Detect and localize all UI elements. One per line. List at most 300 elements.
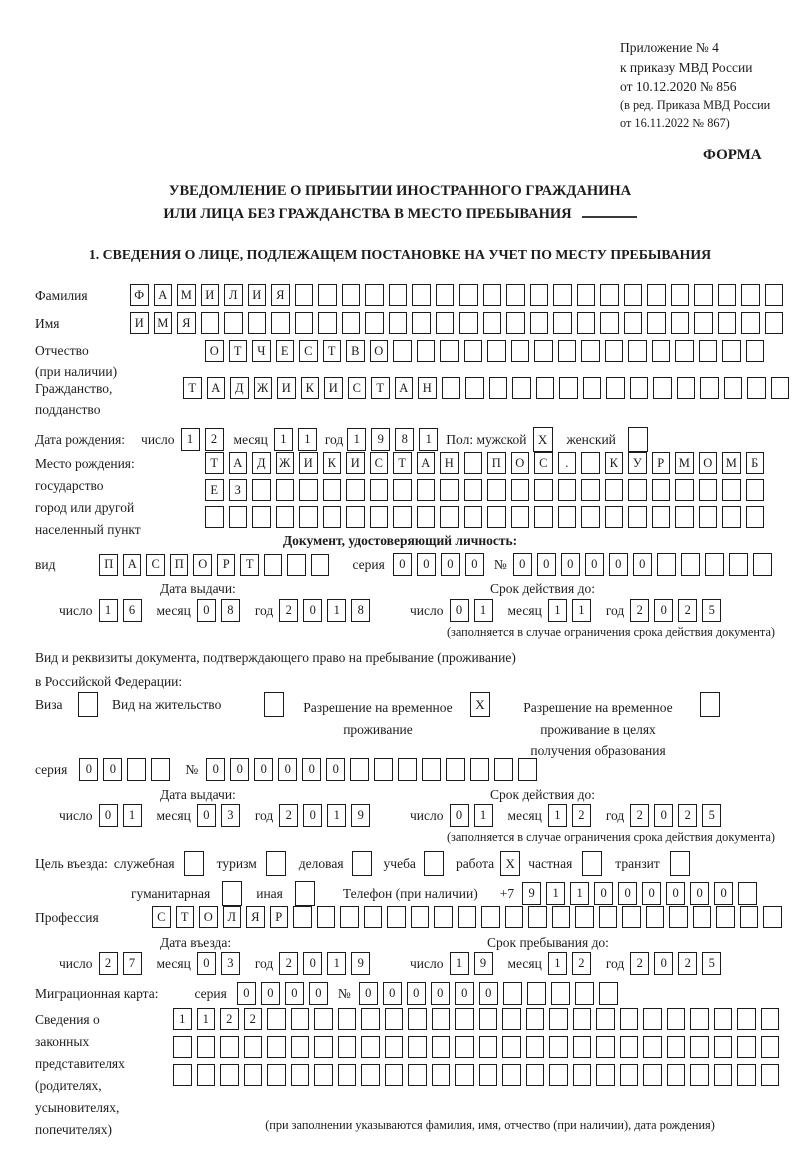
- purpose-study-checkbox[interactable]: [424, 851, 444, 876]
- char-box[interactable]: 0: [359, 982, 378, 1005]
- char-box[interactable]: [374, 758, 393, 781]
- char-box[interactable]: 1: [298, 428, 317, 451]
- char-box[interactable]: Р: [270, 906, 289, 928]
- char-box[interactable]: Р: [217, 554, 236, 576]
- char-box[interactable]: [291, 1008, 310, 1030]
- char-box[interactable]: [530, 284, 549, 306]
- char-box[interactable]: [600, 284, 619, 306]
- char-box[interactable]: [267, 1064, 286, 1086]
- char-box[interactable]: [338, 1064, 357, 1086]
- char-box[interactable]: [761, 1008, 780, 1030]
- char-box[interactable]: Л: [224, 284, 243, 306]
- char-box[interactable]: 0: [417, 553, 436, 576]
- char-box[interactable]: .: [558, 452, 577, 474]
- char-box[interactable]: [350, 758, 369, 781]
- char-box[interactable]: [502, 1064, 521, 1086]
- char-box[interactable]: 0: [303, 599, 322, 622]
- purpose-official-checkbox[interactable]: [184, 851, 204, 876]
- char-box[interactable]: [417, 479, 436, 501]
- char-box[interactable]: [127, 758, 146, 781]
- purpose-other-checkbox[interactable]: [295, 881, 315, 906]
- char-box[interactable]: 0: [431, 982, 450, 1005]
- char-box[interactable]: 1: [474, 804, 493, 827]
- char-box[interactable]: [605, 479, 624, 501]
- char-box[interactable]: К: [605, 452, 624, 474]
- char-box[interactable]: [229, 506, 248, 528]
- char-box[interactable]: [628, 506, 647, 528]
- char-box[interactable]: 0: [714, 882, 733, 905]
- char-box[interactable]: 2: [244, 1008, 263, 1030]
- char-box[interactable]: [385, 1064, 404, 1086]
- char-box[interactable]: [737, 1036, 756, 1058]
- char-box[interactable]: Л: [223, 906, 242, 928]
- char-box[interactable]: Я: [177, 312, 196, 334]
- char-box[interactable]: [765, 284, 784, 306]
- char-box[interactable]: 1: [450, 952, 469, 975]
- char-box[interactable]: А: [207, 377, 226, 399]
- char-box[interactable]: [700, 377, 719, 399]
- char-box[interactable]: [432, 1064, 451, 1086]
- char-box[interactable]: 9: [351, 952, 370, 975]
- char-box[interactable]: [417, 506, 436, 528]
- char-box[interactable]: 1: [181, 428, 200, 451]
- char-box[interactable]: [479, 1008, 498, 1030]
- char-box[interactable]: [361, 1064, 380, 1086]
- char-box[interactable]: [173, 1036, 192, 1058]
- char-box[interactable]: 2: [205, 428, 224, 451]
- char-box[interactable]: [527, 982, 546, 1005]
- char-box[interactable]: [361, 1036, 380, 1058]
- char-box[interactable]: [465, 377, 484, 399]
- char-box[interactable]: [581, 479, 600, 501]
- char-box[interactable]: [173, 1064, 192, 1086]
- char-box[interactable]: [464, 479, 483, 501]
- char-box[interactable]: [365, 312, 384, 334]
- char-box[interactable]: [458, 906, 477, 928]
- char-box[interactable]: [746, 340, 765, 362]
- char-box[interactable]: [311, 554, 330, 576]
- char-box[interactable]: [699, 506, 718, 528]
- char-box[interactable]: [220, 1064, 239, 1086]
- char-box[interactable]: [483, 284, 502, 306]
- char-box[interactable]: 9: [522, 882, 541, 905]
- char-box[interactable]: 1: [274, 428, 293, 451]
- char-box[interactable]: 0: [654, 599, 673, 622]
- char-box[interactable]: 1: [327, 952, 346, 975]
- char-box[interactable]: [699, 340, 718, 362]
- char-box[interactable]: [291, 1064, 310, 1086]
- char-box[interactable]: [455, 1036, 474, 1058]
- char-box[interactable]: 2: [678, 952, 697, 975]
- char-box[interactable]: А: [417, 452, 436, 474]
- char-box[interactable]: 0: [450, 804, 469, 827]
- char-box[interactable]: [151, 758, 170, 781]
- char-box[interactable]: [761, 1036, 780, 1058]
- char-box[interactable]: [487, 506, 506, 528]
- char-box[interactable]: 1: [474, 599, 493, 622]
- char-box[interactable]: 2: [678, 804, 697, 827]
- char-box[interactable]: Ч: [252, 340, 271, 362]
- char-box[interactable]: [741, 312, 760, 334]
- char-box[interactable]: [323, 506, 342, 528]
- char-box[interactable]: Ж: [276, 452, 295, 474]
- char-box[interactable]: [224, 312, 243, 334]
- char-box[interactable]: 0: [206, 758, 225, 781]
- char-box[interactable]: [694, 312, 713, 334]
- char-box[interactable]: [552, 906, 571, 928]
- char-box[interactable]: 8: [351, 599, 370, 622]
- char-box[interactable]: [434, 906, 453, 928]
- char-box[interactable]: [622, 906, 641, 928]
- char-box[interactable]: [693, 906, 712, 928]
- char-box[interactable]: [690, 1008, 709, 1030]
- char-box[interactable]: 0: [690, 882, 709, 905]
- char-box[interactable]: [675, 340, 694, 362]
- char-box[interactable]: [714, 1036, 733, 1058]
- char-box[interactable]: 0: [237, 982, 256, 1005]
- char-box[interactable]: [440, 340, 459, 362]
- char-box[interactable]: [675, 506, 694, 528]
- char-box[interactable]: 0: [513, 553, 532, 576]
- char-box[interactable]: [753, 553, 772, 576]
- char-box[interactable]: [575, 982, 594, 1005]
- char-box[interactable]: 1: [197, 1008, 216, 1030]
- char-box[interactable]: [573, 1064, 592, 1086]
- char-box[interactable]: [393, 506, 412, 528]
- char-box[interactable]: Т: [183, 377, 202, 399]
- char-box[interactable]: [737, 1064, 756, 1086]
- char-box[interactable]: [671, 312, 690, 334]
- purpose-tourism-checkbox[interactable]: [266, 851, 286, 876]
- char-box[interactable]: [389, 312, 408, 334]
- char-box[interactable]: 2: [99, 952, 118, 975]
- char-box[interactable]: [479, 1036, 498, 1058]
- char-box[interactable]: А: [395, 377, 414, 399]
- char-box[interactable]: [338, 1008, 357, 1030]
- char-box[interactable]: [599, 906, 618, 928]
- char-box[interactable]: [652, 340, 671, 362]
- char-box[interactable]: [365, 284, 384, 306]
- char-box[interactable]: [518, 758, 537, 781]
- char-box[interactable]: [558, 479, 577, 501]
- char-box[interactable]: [699, 479, 718, 501]
- char-box[interactable]: [534, 479, 553, 501]
- char-box[interactable]: [553, 312, 572, 334]
- char-box[interactable]: Р: [652, 452, 671, 474]
- char-box[interactable]: [494, 758, 513, 781]
- char-box[interactable]: У: [628, 452, 647, 474]
- char-box[interactable]: [291, 1036, 310, 1058]
- char-box[interactable]: 0: [197, 804, 216, 827]
- char-box[interactable]: Т: [205, 452, 224, 474]
- char-box[interactable]: [464, 452, 483, 474]
- char-box[interactable]: 0: [79, 758, 98, 781]
- char-box[interactable]: 2: [220, 1008, 239, 1030]
- char-box[interactable]: 1: [347, 428, 366, 451]
- char-box[interactable]: [600, 312, 619, 334]
- char-box[interactable]: Т: [393, 452, 412, 474]
- char-box[interactable]: 1: [327, 804, 346, 827]
- char-box[interactable]: 2: [630, 952, 649, 975]
- char-box[interactable]: [276, 479, 295, 501]
- char-box[interactable]: Я: [246, 906, 265, 928]
- char-box[interactable]: [551, 982, 570, 1005]
- char-box[interactable]: [575, 906, 594, 928]
- char-box[interactable]: [512, 377, 531, 399]
- char-box[interactable]: 0: [103, 758, 122, 781]
- char-box[interactable]: [722, 340, 741, 362]
- char-box[interactable]: [459, 284, 478, 306]
- char-box[interactable]: С: [348, 377, 367, 399]
- char-box[interactable]: И: [299, 452, 318, 474]
- char-box[interactable]: П: [170, 554, 189, 576]
- edu-permit-checkbox[interactable]: [700, 692, 720, 717]
- char-box[interactable]: [318, 312, 337, 334]
- residence-permit-checkbox[interactable]: [264, 692, 284, 717]
- char-box[interactable]: [746, 479, 765, 501]
- char-box[interactable]: И: [346, 452, 365, 474]
- char-box[interactable]: М: [722, 452, 741, 474]
- char-box[interactable]: [487, 340, 506, 362]
- char-box[interactable]: 2: [279, 952, 298, 975]
- char-box[interactable]: 0: [654, 804, 673, 827]
- char-box[interactable]: [370, 479, 389, 501]
- char-box[interactable]: 9: [474, 952, 493, 975]
- char-box[interactable]: [487, 479, 506, 501]
- char-box[interactable]: [483, 312, 502, 334]
- char-box[interactable]: Н: [418, 377, 437, 399]
- char-box[interactable]: [446, 758, 465, 781]
- char-box[interactable]: [667, 1008, 686, 1030]
- char-box[interactable]: [422, 758, 441, 781]
- char-box[interactable]: [267, 1008, 286, 1030]
- char-box[interactable]: 9: [371, 428, 390, 451]
- char-box[interactable]: [295, 284, 314, 306]
- char-box[interactable]: 2: [630, 804, 649, 827]
- visa-checkbox[interactable]: [78, 692, 98, 717]
- char-box[interactable]: [436, 284, 455, 306]
- char-box[interactable]: 0: [99, 804, 118, 827]
- char-box[interactable]: [408, 1036, 427, 1058]
- char-box[interactable]: [317, 906, 336, 928]
- char-box[interactable]: 0: [537, 553, 556, 576]
- char-box[interactable]: [408, 1008, 427, 1030]
- char-box[interactable]: 5: [702, 599, 721, 622]
- char-box[interactable]: 2: [279, 804, 298, 827]
- char-box[interactable]: 0: [230, 758, 249, 781]
- char-box[interactable]: [573, 1008, 592, 1030]
- char-box[interactable]: [718, 312, 737, 334]
- char-box[interactable]: 1: [173, 1008, 192, 1030]
- char-box[interactable]: [596, 1036, 615, 1058]
- char-box[interactable]: [489, 377, 508, 399]
- char-box[interactable]: [389, 284, 408, 306]
- char-box[interactable]: [681, 553, 700, 576]
- char-box[interactable]: 0: [594, 882, 613, 905]
- char-box[interactable]: [442, 377, 461, 399]
- char-box[interactable]: 0: [254, 758, 273, 781]
- char-box[interactable]: А: [154, 284, 173, 306]
- char-box[interactable]: 8: [221, 599, 240, 622]
- char-box[interactable]: [197, 1064, 216, 1086]
- char-box[interactable]: [714, 1008, 733, 1030]
- char-box[interactable]: 2: [678, 599, 697, 622]
- char-box[interactable]: [667, 1036, 686, 1058]
- char-box[interactable]: Д: [252, 452, 271, 474]
- char-box[interactable]: 0: [309, 982, 328, 1005]
- char-box[interactable]: [220, 1036, 239, 1058]
- char-box[interactable]: [605, 506, 624, 528]
- char-box[interactable]: [675, 479, 694, 501]
- char-box[interactable]: [667, 1064, 686, 1086]
- char-box[interactable]: [201, 312, 220, 334]
- char-box[interactable]: М: [154, 312, 173, 334]
- purpose-transit-checkbox[interactable]: [670, 851, 690, 876]
- char-box[interactable]: [690, 1036, 709, 1058]
- char-box[interactable]: [481, 906, 500, 928]
- char-box[interactable]: И: [248, 284, 267, 306]
- char-box[interactable]: 1: [548, 952, 567, 975]
- char-box[interactable]: 1: [419, 428, 438, 451]
- char-box[interactable]: 0: [441, 553, 460, 576]
- char-box[interactable]: И: [277, 377, 296, 399]
- female-checkbox[interactable]: [628, 427, 648, 452]
- char-box[interactable]: [370, 506, 389, 528]
- char-box[interactable]: [440, 479, 459, 501]
- char-box[interactable]: А: [123, 554, 142, 576]
- char-box[interactable]: 1: [572, 599, 591, 622]
- char-box[interactable]: [385, 1036, 404, 1058]
- char-box[interactable]: [295, 312, 314, 334]
- char-box[interactable]: [244, 1064, 263, 1086]
- char-box[interactable]: [455, 1064, 474, 1086]
- char-box[interactable]: [314, 1008, 333, 1030]
- char-box[interactable]: [408, 1064, 427, 1086]
- char-box[interactable]: [724, 377, 743, 399]
- char-box[interactable]: [342, 284, 361, 306]
- char-box[interactable]: [630, 377, 649, 399]
- char-box[interactable]: [705, 553, 724, 576]
- char-box[interactable]: [549, 1036, 568, 1058]
- char-box[interactable]: [412, 312, 431, 334]
- char-box[interactable]: [722, 479, 741, 501]
- char-box[interactable]: [361, 1008, 380, 1030]
- char-box[interactable]: [432, 1036, 451, 1058]
- char-box[interactable]: [694, 284, 713, 306]
- char-box[interactable]: 0: [197, 952, 216, 975]
- char-box[interactable]: 1: [570, 882, 589, 905]
- char-box[interactable]: Ф: [130, 284, 149, 306]
- char-box[interactable]: [385, 1008, 404, 1030]
- char-box[interactable]: 1: [327, 599, 346, 622]
- char-box[interactable]: 0: [618, 882, 637, 905]
- char-box[interactable]: 0: [197, 599, 216, 622]
- char-box[interactable]: [346, 506, 365, 528]
- char-box[interactable]: 0: [654, 952, 673, 975]
- char-box[interactable]: 5: [702, 952, 721, 975]
- char-box[interactable]: [596, 1008, 615, 1030]
- char-box[interactable]: [470, 758, 489, 781]
- char-box[interactable]: 5: [702, 804, 721, 827]
- char-box[interactable]: [549, 1008, 568, 1030]
- char-box[interactable]: [299, 479, 318, 501]
- char-box[interactable]: 9: [351, 804, 370, 827]
- char-box[interactable]: 3: [221, 952, 240, 975]
- char-box[interactable]: 1: [123, 804, 142, 827]
- char-box[interactable]: [526, 1008, 545, 1030]
- char-box[interactable]: 0: [479, 982, 498, 1005]
- char-box[interactable]: [244, 1036, 263, 1058]
- char-box[interactable]: [620, 1036, 639, 1058]
- char-box[interactable]: [459, 312, 478, 334]
- char-box[interactable]: 0: [285, 982, 304, 1005]
- char-box[interactable]: Ж: [254, 377, 273, 399]
- char-box[interactable]: [718, 284, 737, 306]
- char-box[interactable]: [652, 506, 671, 528]
- char-box[interactable]: [581, 452, 600, 474]
- char-box[interactable]: 0: [407, 982, 426, 1005]
- char-box[interactable]: [741, 284, 760, 306]
- char-box[interactable]: И: [130, 312, 149, 334]
- temp-permit-checkbox[interactable]: X: [470, 692, 490, 717]
- char-box[interactable]: [740, 906, 759, 928]
- char-box[interactable]: [411, 906, 430, 928]
- char-box[interactable]: [267, 1036, 286, 1058]
- char-box[interactable]: [338, 1036, 357, 1058]
- char-box[interactable]: [647, 312, 666, 334]
- char-box[interactable]: 0: [465, 553, 484, 576]
- char-box[interactable]: [502, 1008, 521, 1030]
- char-box[interactable]: [722, 506, 741, 528]
- char-box[interactable]: [364, 906, 383, 928]
- char-box[interactable]: М: [177, 284, 196, 306]
- char-box[interactable]: Т: [240, 554, 259, 576]
- char-box[interactable]: [511, 340, 530, 362]
- char-box[interactable]: [511, 506, 530, 528]
- char-box[interactable]: 2: [572, 804, 591, 827]
- char-box[interactable]: О: [193, 554, 212, 576]
- char-box[interactable]: [479, 1064, 498, 1086]
- char-box[interactable]: [596, 1064, 615, 1086]
- char-box[interactable]: [606, 377, 625, 399]
- char-box[interactable]: [464, 506, 483, 528]
- char-box[interactable]: [412, 284, 431, 306]
- char-box[interactable]: И: [201, 284, 220, 306]
- char-box[interactable]: [417, 340, 436, 362]
- char-box[interactable]: [314, 1036, 333, 1058]
- char-box[interactable]: [252, 506, 271, 528]
- char-box[interactable]: [534, 506, 553, 528]
- char-box[interactable]: 3: [221, 804, 240, 827]
- char-box[interactable]: [738, 882, 757, 905]
- char-box[interactable]: [643, 1008, 662, 1030]
- purpose-private-checkbox[interactable]: [582, 851, 602, 876]
- char-box[interactable]: 0: [642, 882, 661, 905]
- char-box[interactable]: З: [229, 479, 248, 501]
- char-box[interactable]: 0: [383, 982, 402, 1005]
- char-box[interactable]: [287, 554, 306, 576]
- char-box[interactable]: [573, 1036, 592, 1058]
- char-box[interactable]: [620, 1064, 639, 1086]
- char-box[interactable]: 2: [630, 599, 649, 622]
- char-box[interactable]: [714, 1064, 733, 1086]
- char-box[interactable]: [553, 284, 572, 306]
- char-box[interactable]: [643, 1064, 662, 1086]
- char-box[interactable]: [624, 284, 643, 306]
- char-box[interactable]: 0: [303, 952, 322, 975]
- char-box[interactable]: [669, 906, 688, 928]
- char-box[interactable]: П: [99, 554, 118, 576]
